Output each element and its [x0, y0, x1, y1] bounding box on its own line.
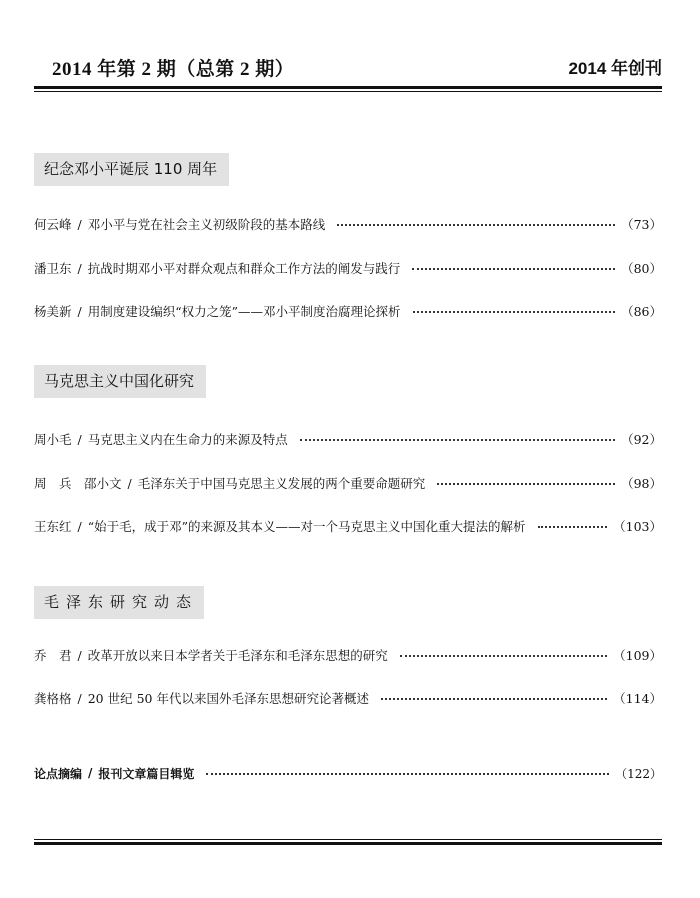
- entry-separator: /: [88, 766, 93, 780]
- dot-leader: [300, 435, 615, 441]
- entry-page: （73）: [621, 217, 662, 232]
- dot-leader: [337, 220, 615, 226]
- entry-author: 论点摘编: [34, 766, 83, 781]
- entry-page: （114）: [613, 691, 662, 706]
- entry-separator: /: [77, 260, 82, 276]
- header-rule-thick: [34, 86, 662, 89]
- entry-title: 马克思主义内在生命力的来源及特点: [87, 432, 288, 447]
- entry-separator: /: [77, 431, 82, 447]
- entry-page: （109）: [613, 648, 662, 663]
- entry-title: 改革开放以来日本学者关于毛泽东和毛泽东思想的研究: [87, 648, 388, 663]
- toc-entry-digest[interactable]: [34, 763, 662, 783]
- entry-author: 杨美新: [34, 304, 72, 319]
- toc-entry[interactable]: [34, 473, 662, 493]
- header-rule-thin: [34, 91, 662, 92]
- toc-entry[interactable]: [34, 645, 662, 665]
- dot-leader: [538, 522, 608, 528]
- footer-rule-thick: [34, 842, 662, 845]
- entry-page: （86）: [621, 304, 662, 319]
- section-title-sinicization: 马克思主义中国化研究: [34, 365, 206, 398]
- dot-leader: [400, 651, 607, 657]
- toc-entry[interactable]: [34, 516, 662, 536]
- entry-author: 周小毛: [34, 432, 72, 447]
- entry-author: 何云峰: [34, 217, 72, 232]
- entry-author: 周 兵 邵小文: [34, 476, 122, 491]
- entry-page: （98）: [621, 476, 662, 491]
- entry-separator: /: [127, 475, 132, 491]
- entry-author: 潘卫东: [34, 261, 72, 276]
- section-title-deng-anniversary: 纪念邓小平诞辰 110 周年: [34, 153, 229, 186]
- dot-leader: [413, 307, 616, 313]
- entry-page: （92）: [621, 432, 662, 447]
- entry-separator: /: [77, 647, 82, 663]
- page-header: [34, 54, 662, 84]
- entry-title: 邓小平与党在社会主义初级阶段的基本路线: [87, 217, 326, 232]
- toc-entry[interactable]: [34, 688, 662, 708]
- entry-title: “始于毛，成于邓”的来源及其本义——对一个马克思主义中国化重大提法的解析: [87, 519, 526, 534]
- dot-leader: [206, 769, 609, 775]
- toc-entry[interactable]: [34, 429, 662, 449]
- dot-leader: [412, 264, 615, 270]
- entry-title: 抗战时期邓小平对群众观点和群众工作方法的阐发与践行: [87, 261, 401, 276]
- issue-label: 2014 年第 2 期（总第 2 期）: [52, 59, 295, 80]
- footer-rule-thin: [34, 839, 662, 840]
- entry-author: 乔 君: [34, 648, 72, 663]
- dot-leader: [381, 694, 607, 700]
- entry-separator: /: [77, 518, 82, 534]
- entry-separator: /: [77, 303, 82, 319]
- entry-page: （80）: [621, 261, 662, 276]
- entry-title: 用制度建设编织“权力之笼”——邓小平制度治腐理论探析: [87, 304, 401, 319]
- toc-entry[interactable]: [34, 258, 662, 278]
- dot-leader: [437, 479, 615, 485]
- entry-author: 王东红: [34, 519, 72, 534]
- entry-separator: /: [77, 690, 82, 706]
- entry-separator: /: [77, 216, 82, 232]
- entry-title: 报刊文章篇目辑览: [98, 766, 195, 781]
- toc-entry[interactable]: [34, 301, 662, 321]
- section-title-mao-research: 毛泽东研究动态: [34, 586, 204, 619]
- toc-entry[interactable]: [34, 214, 662, 234]
- entry-title: 毛泽东关于中国马克思主义发展的两个重要命题研究: [137, 476, 426, 491]
- founded-label: 2014 年创刊: [568, 59, 662, 78]
- entry-title: 20 世纪 50 年代以来国外毛泽东思想研究论著概述: [87, 691, 369, 706]
- entry-page: （103）: [613, 519, 662, 534]
- entry-author: 龚格格: [34, 691, 72, 706]
- entry-page: （122）: [615, 766, 662, 781]
